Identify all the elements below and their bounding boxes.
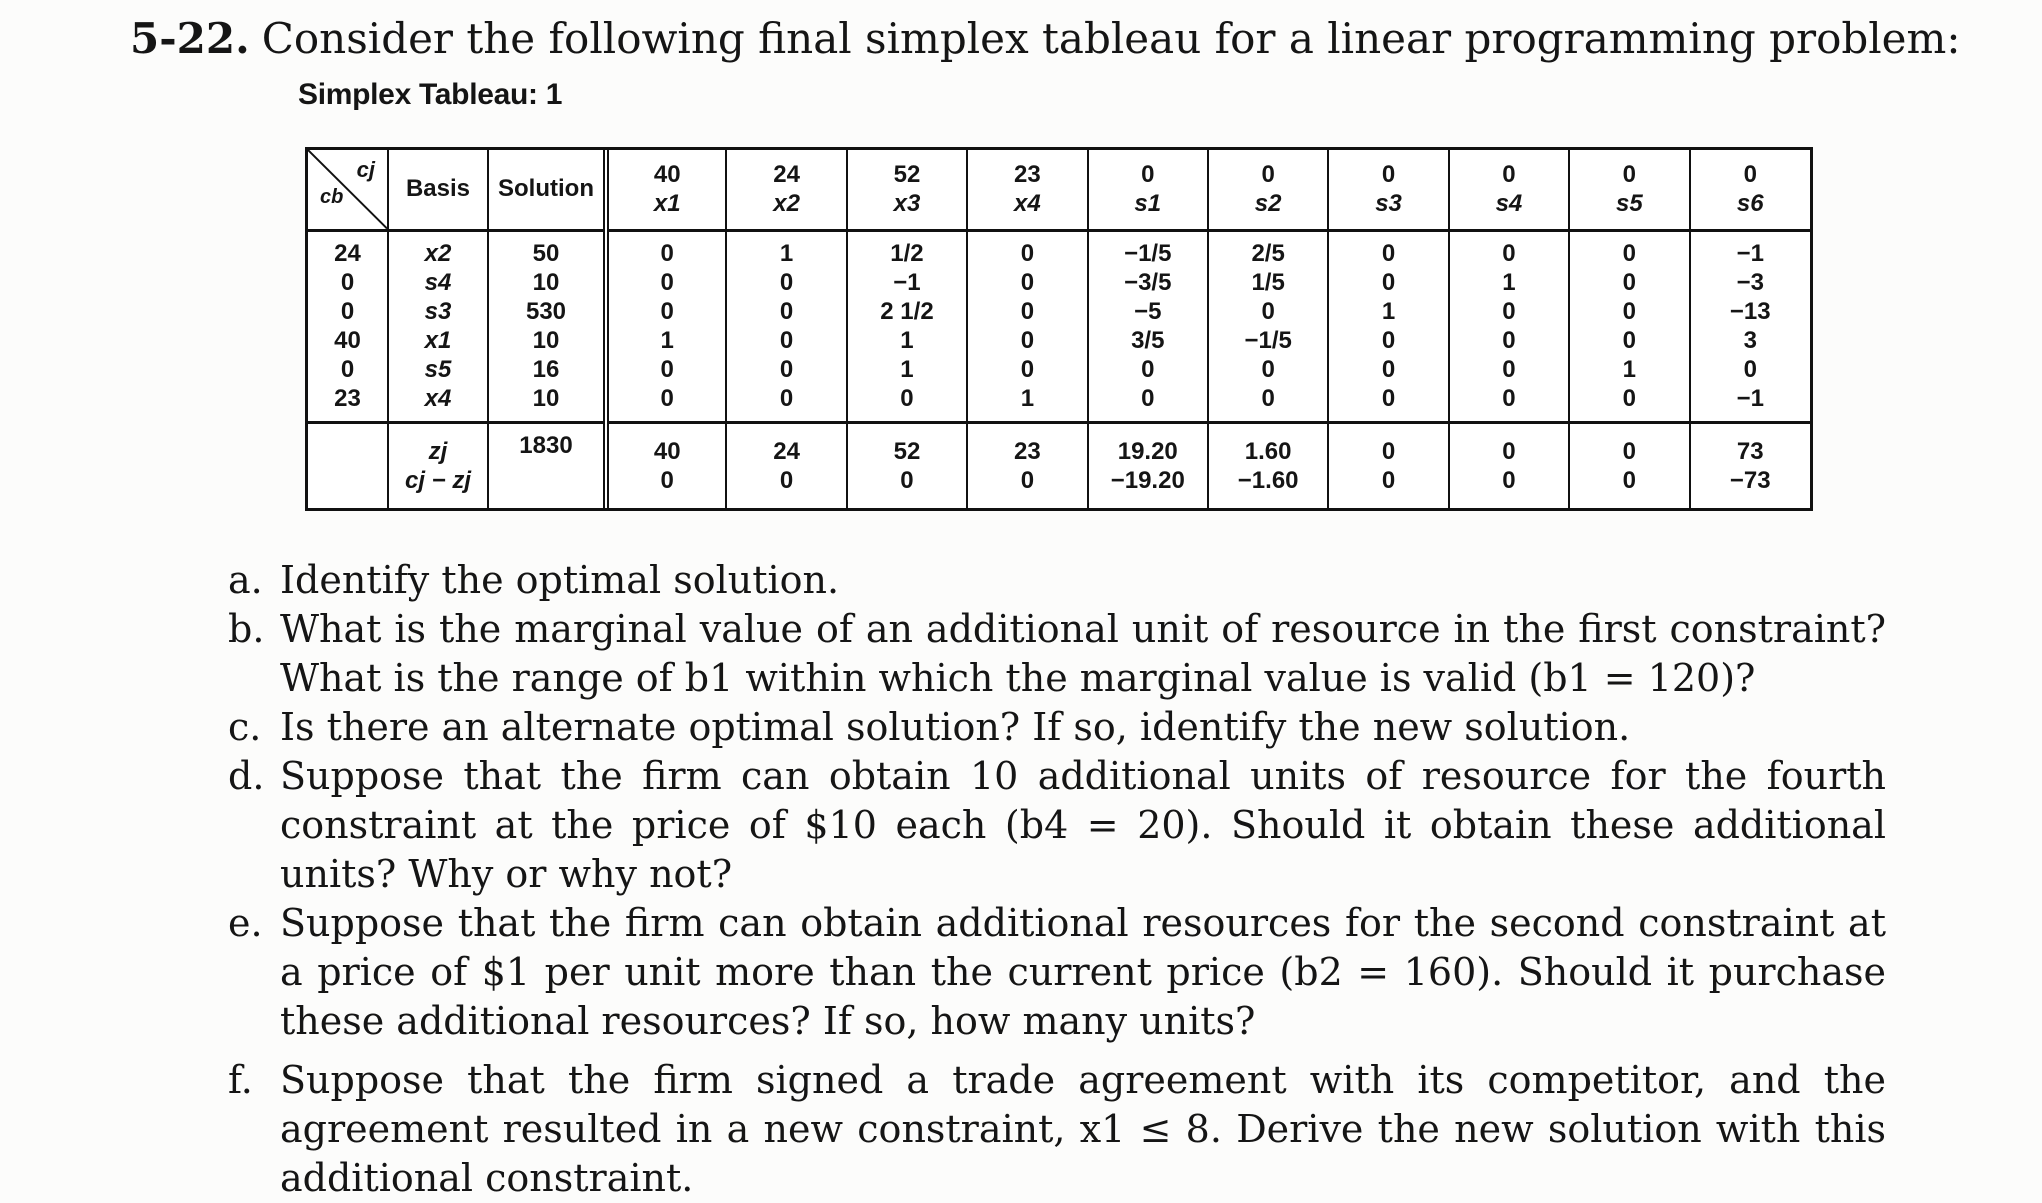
column-header-s4: 0 s4 [1449, 150, 1569, 230]
zj-s3: 0 0 [1328, 422, 1448, 508]
corner-cb-label: cb [320, 185, 344, 208]
zj-s1: 19.20 −19.20 [1088, 422, 1208, 508]
zj-solution: 1830 [488, 422, 606, 508]
column-header-s1: 0 s1 [1088, 150, 1208, 230]
question-letter: a. [228, 558, 263, 602]
question-letter: e. [228, 901, 263, 945]
solution-column: 50 10 530 10 16 10 [488, 230, 606, 422]
zj-x1: 40 0 [606, 422, 726, 508]
column-header-s2: 0 s2 [1208, 150, 1328, 230]
zj-labels: zj cj − zj [388, 422, 488, 508]
question-f [228, 1056, 1886, 1203]
question-e [228, 899, 1886, 1046]
cb-cj-corner [308, 150, 388, 230]
solution-header: Solution [488, 150, 606, 230]
tableau-zj-row [308, 422, 1810, 508]
column-values-x1: 0 0 0 1 0 0 [606, 230, 726, 422]
question-text: Identify the optimal solution. [280, 558, 840, 602]
column-header-s5: 0 s5 [1569, 150, 1689, 230]
question-list [228, 556, 1886, 1203]
question-text: Is there an alternate optimal solution? If so, identify the new solution. [280, 705, 1631, 749]
column-values-s1: −1/5 −3/5 −5 3/5 0 0 [1088, 230, 1208, 422]
question-text: Suppose that the firm can obtain additional resources for the second constraint at a price of $1 per unit more than the current price (b2 = 160). Should it purchase these additional resources? If so, how many units? [280, 901, 1886, 1043]
question-text: What is the marginal value of an additional unit of resource in the first constraint? What is the range of b1 within which the marginal value is valid (b1 = 120)? [280, 607, 1886, 700]
column-values-s2: 2/5 1/5 0 −1/5 0 0 [1208, 230, 1328, 422]
column-values-s4: 0 1 0 0 0 0 [1449, 230, 1569, 422]
question-letter: d. [228, 754, 265, 798]
corner-cj-label: cj [356, 157, 375, 182]
zj-x2: 24 0 [726, 422, 846, 508]
tableau-body-row [308, 230, 1810, 422]
column-header-x1: 40 x1 [606, 150, 726, 230]
question-c [228, 703, 1886, 752]
question-text: Suppose that the firm can obtain 10 additional units of resource for the fourth constraint at the price of $10 each (b4 = 20). Should it obtain these additional units? Why or why not? [280, 754, 1886, 896]
question-a [228, 556, 1886, 605]
zj-cb-empty [308, 422, 388, 508]
cb-column: 24 0 0 40 0 23 [334, 240, 361, 412]
zj-s5: 0 0 [1569, 422, 1689, 508]
zj-s4: 0 0 [1449, 422, 1569, 508]
column-values-s3: 0 0 1 0 0 0 [1328, 230, 1448, 422]
problem-statement: Consider the following final simplex tableau for a linear programming problem: [261, 14, 1961, 63]
problem-number: 5-22. [130, 14, 250, 63]
zj-x4: 23 0 [967, 422, 1087, 508]
column-values-x4: 0 0 0 0 0 1 [967, 230, 1087, 422]
column-values-s6: −1 −3 −13 3 0 −1 [1690, 230, 1810, 422]
column-header-s3: 0 s3 [1328, 150, 1448, 230]
question-letter: c. [228, 705, 262, 749]
tableau-header-row [308, 150, 1810, 230]
zj-x3: 52 0 [847, 422, 967, 508]
zj-s2: 1.60 −1.60 [1208, 422, 1328, 508]
column-header-x3: 52 x3 [847, 150, 967, 230]
column-values-x3: 1/2 −1 2 1/2 1 1 0 [847, 230, 967, 422]
basis-header: Basis [388, 150, 488, 230]
tableau-table [308, 150, 1810, 508]
column-header-s6: 0 s6 [1690, 150, 1810, 230]
column-values-x2: 1 0 0 0 0 0 [726, 230, 846, 422]
zj-s6: 73 −73 [1690, 422, 1810, 508]
question-b [228, 605, 1886, 703]
simplex-tableau [305, 147, 1813, 511]
problem-title [130, 14, 1961, 64]
column-values-s5: 0 0 0 0 1 0 [1569, 230, 1689, 422]
question-letter: f. [228, 1058, 253, 1102]
column-header-x4: 23 x4 [967, 150, 1087, 230]
basis-column: x2 s4 s3 x1 s5 x4 [388, 230, 488, 422]
question-d [228, 752, 1886, 899]
column-header-x2: 24 x2 [726, 150, 846, 230]
question-letter: b. [228, 607, 265, 651]
tableau-heading: Simplex Tableau: 1 [298, 78, 563, 111]
question-text: Suppose that the firm signed a trade agreement with its competitor, and the agreement resulted in a new constraint, x1 ≤ 8. Derive the new solution with this additional constraint. [280, 1058, 1886, 1200]
